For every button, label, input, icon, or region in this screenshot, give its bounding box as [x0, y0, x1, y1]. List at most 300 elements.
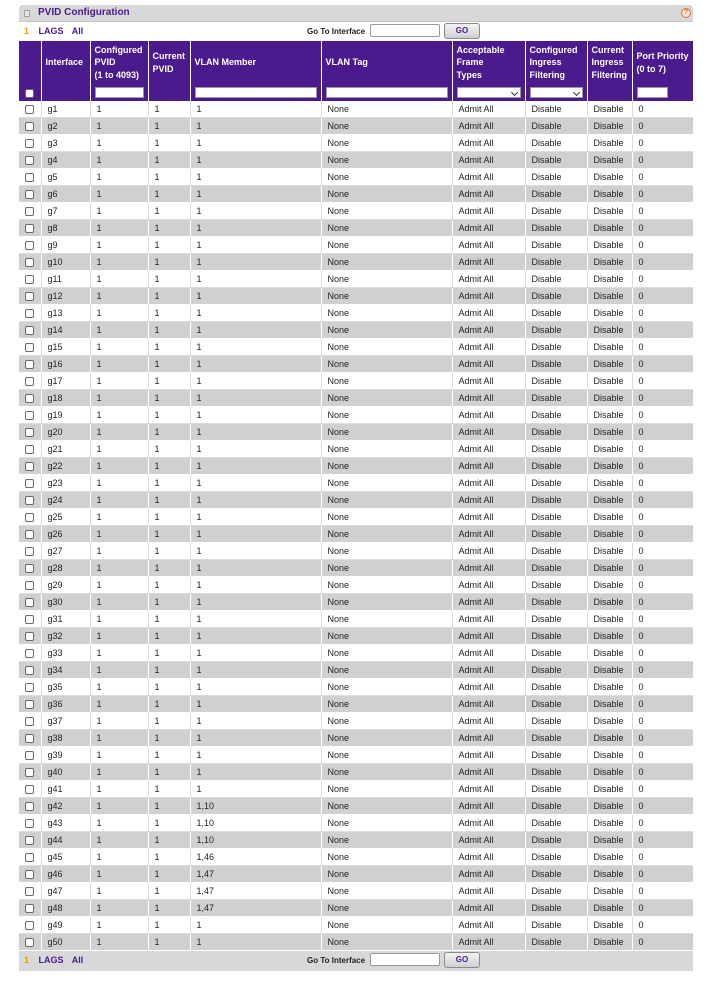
table-row[interactable]	[19, 900, 693, 917]
row-select-checkbox[interactable]	[25, 700, 34, 709]
row-select-checkbox[interactable]	[25, 751, 34, 760]
go-button[interactable]: GO	[444, 23, 480, 39]
filter-row	[19, 84, 693, 101]
interface-cell: g28	[41, 560, 90, 577]
configured-pvid-cell: 1	[90, 917, 148, 934]
header-current-pvid[interactable]: Current PVID	[148, 41, 190, 84]
table-row[interactable]	[19, 441, 693, 458]
vlan-tag-cell: None	[321, 832, 452, 849]
port-priority-cell: 0	[632, 271, 693, 288]
row-select-checkbox[interactable]	[25, 105, 34, 114]
vlan-tag-cell: None	[321, 390, 452, 407]
configured-pvid-cell: 1	[90, 866, 148, 883]
interface-cell: g17	[41, 373, 90, 390]
table-row[interactable]	[19, 594, 693, 611]
row-select-checkbox[interactable]	[25, 887, 34, 896]
configured-pvid-filter-input[interactable]	[95, 87, 144, 98]
configured-ingress-cell: Disable	[525, 730, 587, 747]
row-select-checkbox[interactable]	[25, 768, 34, 777]
row-select-checkbox[interactable]	[25, 921, 34, 930]
frame-types-cell: Admit All	[452, 917, 525, 934]
frame-types-cell: Admit All	[452, 543, 525, 560]
vlan-member-cell: 1	[190, 373, 321, 390]
table-row[interactable]	[19, 679, 693, 696]
table-row[interactable]	[19, 322, 693, 339]
port-priority-cell: 0	[632, 356, 693, 373]
vlan-tag-cell: None	[321, 594, 452, 611]
row-select-checkbox[interactable]	[25, 428, 34, 437]
row-select-checkbox[interactable]	[25, 326, 34, 335]
row-select-checkbox[interactable]	[25, 683, 34, 692]
current-ingress-cell: Disable	[587, 832, 632, 849]
all-link[interactable]: All	[71, 955, 84, 965]
vlan-member-cell: 1,10	[190, 832, 321, 849]
configured-pvid-cell: 1	[90, 135, 148, 152]
port-priority-cell: 0	[632, 424, 693, 441]
table-row[interactable]	[19, 288, 693, 305]
table-row[interactable]	[19, 492, 693, 509]
row-select-checkbox[interactable]	[25, 802, 34, 811]
header-vlan-member[interactable]: VLAN Member	[190, 41, 321, 84]
table-row[interactable]	[19, 271, 693, 288]
configured-pvid-cell: 1	[90, 339, 148, 356]
select-all-checkbox[interactable]	[25, 89, 34, 98]
table-row[interactable]	[19, 186, 693, 203]
current-ingress-cell: Disable	[587, 441, 632, 458]
row-select-checkbox[interactable]	[25, 292, 34, 301]
configured-pvid-cell: 1	[90, 220, 148, 237]
current-pvid-cell: 1	[148, 713, 190, 730]
row-select-checkbox[interactable]	[25, 258, 34, 267]
table-row[interactable]	[19, 390, 693, 407]
configured-pvid-cell: 1	[90, 322, 148, 339]
table-row[interactable]	[19, 169, 693, 186]
frame-types-cell: Admit All	[452, 152, 525, 169]
row-select-checkbox[interactable]	[25, 156, 34, 165]
row-select-checkbox[interactable]	[25, 666, 34, 675]
interface-cell: g6	[41, 186, 90, 203]
current-pvid-cell: 1	[148, 339, 190, 356]
row-select-checkbox[interactable]	[25, 394, 34, 403]
table-row[interactable]	[19, 696, 693, 713]
header-vlan-tag[interactable]: VLAN Tag	[321, 41, 452, 84]
table-row[interactable]	[19, 237, 693, 254]
vlan-member-cell: 1	[190, 441, 321, 458]
frame-types-cell: Admit All	[452, 611, 525, 628]
frame-types-cell: Admit All	[452, 220, 525, 237]
vlan-member-cell: 1	[190, 458, 321, 475]
configured-pvid-cell: 1	[90, 781, 148, 798]
table-row[interactable]	[19, 475, 693, 492]
frame-types-cell: Admit All	[452, 373, 525, 390]
vlan-tag-cell: None	[321, 237, 452, 254]
configured-ingress-cell: Disable	[525, 322, 587, 339]
row-select-checkbox[interactable]	[25, 819, 34, 828]
current-pvid-cell: 1	[148, 577, 190, 594]
current-pvid-cell: 1	[148, 356, 190, 373]
row-select-checkbox[interactable]	[25, 632, 34, 641]
port-priority-cell: 0	[632, 288, 693, 305]
frame-types-cell: Admit All	[452, 458, 525, 475]
current-ingress-cell: Disable	[587, 152, 632, 169]
configured-pvid-cell: 1	[90, 373, 148, 390]
vlan-tag-cell: None	[321, 118, 452, 135]
table-row[interactable]	[19, 560, 693, 577]
vlan-tag-cell: None	[321, 713, 452, 730]
port-priority-cell: 0	[632, 118, 693, 135]
configured-ingress-cell: Disable	[525, 543, 587, 560]
table-row[interactable]	[19, 917, 693, 934]
vlan-member-cell: 1	[190, 509, 321, 526]
vlan-member-cell: 1	[190, 475, 321, 492]
current-pvid-cell: 1	[148, 492, 190, 509]
interface-cell: g49	[41, 917, 90, 934]
row-select-checkbox[interactable]	[25, 411, 34, 420]
configured-ingress-cell: Disable	[525, 118, 587, 135]
row-select-checkbox[interactable]	[25, 309, 34, 318]
page-1-link[interactable]: 1	[24, 955, 30, 965]
table-row[interactable]	[19, 101, 693, 118]
current-pvid-cell: 1	[148, 934, 190, 951]
table-row[interactable]	[19, 781, 693, 798]
ingress-filter-select[interactable]	[530, 87, 583, 98]
interface-cell: g14	[41, 322, 90, 339]
row-select-checkbox[interactable]	[25, 241, 34, 250]
table-row[interactable]	[19, 730, 693, 747]
configured-pvid-cell: 1	[90, 611, 148, 628]
vlan-tag-cell: None	[321, 424, 452, 441]
table-row[interactable]	[19, 356, 693, 373]
row-select-checkbox[interactable]	[25, 938, 34, 947]
table-row[interactable]	[19, 747, 693, 764]
vlan-tag-cell: None	[321, 543, 452, 560]
vlan-member-cell: 1	[190, 594, 321, 611]
table-row[interactable]	[19, 509, 693, 526]
row-select-checkbox[interactable]	[25, 343, 34, 352]
current-pvid-cell: 1	[148, 305, 190, 322]
vlan-member-cell: 1	[190, 747, 321, 764]
page-1-link[interactable]: 1	[24, 26, 30, 36]
goto-interface-label: Go To Interface	[307, 27, 366, 36]
table-row[interactable]	[19, 934, 693, 951]
current-pvid-cell: 1	[148, 169, 190, 186]
goto-interface-input[interactable]	[370, 24, 440, 37]
vlan-member-cell: 1	[190, 492, 321, 509]
row-select-checkbox[interactable]	[25, 479, 34, 488]
interface-cell: g26	[41, 526, 90, 543]
table-row[interactable]	[19, 407, 693, 424]
row-select-checkbox[interactable]	[25, 377, 34, 386]
table-row[interactable]	[19, 203, 693, 220]
interface-cell: g25	[41, 509, 90, 526]
vlan-tag-cell: None	[321, 458, 452, 475]
vlan-member-cell: 1,10	[190, 815, 321, 832]
row-select-checkbox[interactable]	[25, 139, 34, 148]
current-ingress-cell: Disable	[587, 458, 632, 475]
goto-interface-input[interactable]	[370, 953, 440, 966]
configured-ingress-cell: Disable	[525, 696, 587, 713]
bottom-pagination-bar	[19, 951, 693, 971]
port-priority-cell: 0	[632, 458, 693, 475]
port-priority-cell: 0	[632, 543, 693, 560]
vlan-tag-cell: None	[321, 492, 452, 509]
current-ingress-cell: Disable	[587, 900, 632, 917]
header-current-ingress[interactable]: Current Ingress Filtering	[587, 41, 632, 84]
row-select-checkbox[interactable]	[25, 649, 34, 658]
current-pvid-cell: 1	[148, 815, 190, 832]
row-select-checkbox[interactable]	[25, 496, 34, 505]
help-icon[interactable]: ?	[681, 8, 691, 18]
vlan-member-cell: 1,46	[190, 849, 321, 866]
row-select-checkbox[interactable]	[25, 360, 34, 369]
frame-types-cell: Admit All	[452, 407, 525, 424]
port-priority-cell: 0	[632, 339, 693, 356]
vlan-tag-cell: None	[321, 883, 452, 900]
header-frame-types[interactable]: Acceptable Frame Types	[452, 41, 525, 84]
current-ingress-cell: Disable	[587, 305, 632, 322]
port-priority-cell: 0	[632, 441, 693, 458]
lags-link[interactable]: LAGS	[38, 26, 64, 36]
row-select-checkbox[interactable]	[25, 853, 34, 862]
interface-cell: g29	[41, 577, 90, 594]
header-port-priority[interactable]: Port Priority (0 to 7)	[632, 41, 693, 84]
configured-pvid-cell: 1	[90, 271, 148, 288]
port-priority-cell: 0	[632, 526, 693, 543]
current-ingress-cell: Disable	[587, 169, 632, 186]
vlan-tag-cell: None	[321, 798, 452, 815]
frame-types-cell: Admit All	[452, 356, 525, 373]
current-pvid-cell: 1	[148, 679, 190, 696]
port-priority-cell: 0	[632, 883, 693, 900]
frame-types-cell: Admit All	[452, 101, 525, 118]
table-row[interactable]	[19, 458, 693, 475]
frame-types-cell: Admit All	[452, 594, 525, 611]
current-ingress-cell: Disable	[587, 356, 632, 373]
vlan-member-cell: 1	[190, 611, 321, 628]
table-row[interactable]	[19, 254, 693, 271]
current-pvid-cell: 1	[148, 526, 190, 543]
current-ingress-cell: Disable	[587, 815, 632, 832]
configured-ingress-cell: Disable	[525, 526, 587, 543]
interface-cell: g30	[41, 594, 90, 611]
table-row[interactable]	[19, 611, 693, 628]
interface-cell: g10	[41, 254, 90, 271]
table-row[interactable]	[19, 339, 693, 356]
row-select-checkbox[interactable]	[25, 785, 34, 794]
header-configured-pvid[interactable]: Configured PVID (1 to 4093)	[90, 41, 148, 84]
current-ingress-cell: Disable	[587, 934, 632, 951]
row-select-checkbox[interactable]	[25, 275, 34, 284]
vlan-tag-cell: None	[321, 407, 452, 424]
current-ingress-cell: Disable	[587, 118, 632, 135]
configured-pvid-cell: 1	[90, 934, 148, 951]
header-configured-ingress[interactable]: Configured Ingress Filtering	[525, 41, 587, 84]
row-select-checkbox[interactable]	[25, 581, 34, 590]
configured-pvid-cell: 1	[90, 679, 148, 696]
current-pvid-cell: 1	[148, 866, 190, 883]
configured-pvid-cell: 1	[90, 288, 148, 305]
row-select-checkbox[interactable]	[25, 615, 34, 624]
configured-ingress-cell: Disable	[525, 407, 587, 424]
row-select-checkbox[interactable]	[25, 207, 34, 216]
vlan-member-cell: 1	[190, 424, 321, 441]
current-ingress-cell: Disable	[587, 509, 632, 526]
pvid-configuration-panel	[19, 5, 693, 971]
row-select-checkbox[interactable]	[25, 870, 34, 879]
row-select-checkbox[interactable]	[25, 530, 34, 539]
all-link[interactable]: All	[71, 26, 84, 36]
interface-cell: g18	[41, 390, 90, 407]
port-priority-cell: 0	[632, 101, 693, 118]
vlan-member-filter-input[interactable]	[195, 87, 317, 98]
configured-ingress-cell: Disable	[525, 917, 587, 934]
frame-types-cell: Admit All	[452, 339, 525, 356]
configured-pvid-cell: 1	[90, 118, 148, 135]
port-priority-cell: 0	[632, 407, 693, 424]
table-row[interactable]	[19, 152, 693, 169]
current-ingress-cell: Disable	[587, 917, 632, 934]
collapse-icon[interactable]	[24, 10, 30, 17]
configured-pvid-cell: 1	[90, 305, 148, 322]
row-select-checkbox[interactable]	[25, 564, 34, 573]
port-priority-cell: 0	[632, 628, 693, 645]
table-row[interactable]	[19, 815, 693, 832]
table-row[interactable]	[19, 628, 693, 645]
table-row[interactable]	[19, 866, 693, 883]
port-priority-cell: 0	[632, 322, 693, 339]
current-pvid-cell: 1	[148, 883, 190, 900]
current-ingress-cell: Disable	[587, 203, 632, 220]
table-row[interactable]	[19, 118, 693, 135]
configured-pvid-cell: 1	[90, 475, 148, 492]
port-priority-cell: 0	[632, 594, 693, 611]
row-select-checkbox[interactable]	[25, 513, 34, 522]
vlan-tag-cell: None	[321, 339, 452, 356]
configured-ingress-cell: Disable	[525, 883, 587, 900]
vlan-tag-cell: None	[321, 628, 452, 645]
row-select-checkbox[interactable]	[25, 462, 34, 471]
port-priority-filter-input[interactable]	[637, 87, 668, 98]
vlan-tag-cell: None	[321, 764, 452, 781]
lags-link[interactable]: LAGS	[38, 955, 64, 965]
table-row[interactable]	[19, 543, 693, 560]
table-row[interactable]	[19, 424, 693, 441]
configured-ingress-cell: Disable	[525, 254, 587, 271]
row-select-checkbox[interactable]	[25, 598, 34, 607]
row-select-checkbox[interactable]	[25, 836, 34, 845]
row-select-checkbox[interactable]	[25, 122, 34, 131]
interface-cell: g37	[41, 713, 90, 730]
configured-pvid-cell: 1	[90, 356, 148, 373]
port-priority-cell: 0	[632, 186, 693, 203]
table-row[interactable]	[19, 645, 693, 662]
vlan-member-cell: 1	[190, 203, 321, 220]
row-select-checkbox[interactable]	[25, 904, 34, 913]
port-priority-cell: 0	[632, 220, 693, 237]
table-row[interactable]	[19, 526, 693, 543]
current-ingress-cell: Disable	[587, 135, 632, 152]
panel-titlebar	[19, 5, 693, 22]
frame-types-cell: Admit All	[452, 934, 525, 951]
table-row[interactable]	[19, 662, 693, 679]
current-pvid-cell: 1	[148, 832, 190, 849]
table-row[interactable]	[19, 220, 693, 237]
vlan-member-cell: 1	[190, 696, 321, 713]
vlan-tag-cell: None	[321, 288, 452, 305]
configured-pvid-cell: 1	[90, 560, 148, 577]
vlan-tag-cell: None	[321, 271, 452, 288]
configured-pvid-cell: 1	[90, 237, 148, 254]
interface-cell: g27	[41, 543, 90, 560]
table-row[interactable]	[19, 798, 693, 815]
configured-ingress-cell: Disable	[525, 645, 587, 662]
table-row[interactable]	[19, 832, 693, 849]
vlan-member-cell: 1	[190, 764, 321, 781]
row-select-checkbox[interactable]	[25, 190, 34, 199]
header-interface[interactable]: Interface	[41, 41, 90, 84]
vlan-member-cell: 1	[190, 237, 321, 254]
current-ingress-cell: Disable	[587, 322, 632, 339]
vlan-member-cell: 1	[190, 322, 321, 339]
configured-ingress-cell: Disable	[525, 305, 587, 322]
vlan-tag-cell: None	[321, 441, 452, 458]
row-select-checkbox[interactable]	[25, 734, 34, 743]
configured-ingress-cell: Disable	[525, 424, 587, 441]
vlan-member-cell: 1	[190, 101, 321, 118]
frame-types-cell: Admit All	[452, 866, 525, 883]
table-row[interactable]	[19, 883, 693, 900]
vlan-member-cell: 1	[190, 730, 321, 747]
table-row[interactable]	[19, 713, 693, 730]
configured-ingress-cell: Disable	[525, 662, 587, 679]
row-select-checkbox[interactable]	[25, 547, 34, 556]
table-row[interactable]	[19, 849, 693, 866]
table-row[interactable]	[19, 373, 693, 390]
row-select-checkbox[interactable]	[25, 445, 34, 454]
configured-ingress-cell: Disable	[525, 509, 587, 526]
table-row[interactable]	[19, 764, 693, 781]
row-select-checkbox[interactable]	[25, 717, 34, 726]
table-row[interactable]	[19, 135, 693, 152]
go-button[interactable]: GO	[444, 952, 480, 968]
frame-types-cell: Admit All	[452, 679, 525, 696]
table-row[interactable]	[19, 305, 693, 322]
table-row[interactable]	[19, 577, 693, 594]
frame-types-cell: Admit All	[452, 900, 525, 917]
header-select	[19, 41, 41, 84]
row-select-checkbox[interactable]	[25, 173, 34, 182]
interface-cell: g50	[41, 934, 90, 951]
configured-pvid-cell: 1	[90, 713, 148, 730]
row-select-checkbox[interactable]	[25, 224, 34, 233]
current-ingress-cell: Disable	[587, 390, 632, 407]
vlan-member-cell: 1	[190, 356, 321, 373]
interface-cell: g16	[41, 356, 90, 373]
configured-pvid-cell: 1	[90, 203, 148, 220]
frame-types-cell: Admit All	[452, 509, 525, 526]
current-pvid-cell: 1	[148, 560, 190, 577]
configured-pvid-cell: 1	[90, 662, 148, 679]
vlan-member-cell: 1	[190, 781, 321, 798]
vlan-tag-cell: None	[321, 169, 452, 186]
current-ingress-cell: Disable	[587, 373, 632, 390]
frame-types-filter-select[interactable]	[457, 87, 521, 98]
port-priority-cell: 0	[632, 679, 693, 696]
vlan-tag-filter-input[interactable]	[326, 87, 448, 98]
vlan-tag-cell: None	[321, 526, 452, 543]
configured-ingress-cell: Disable	[525, 560, 587, 577]
current-pvid-cell: 1	[148, 186, 190, 203]
